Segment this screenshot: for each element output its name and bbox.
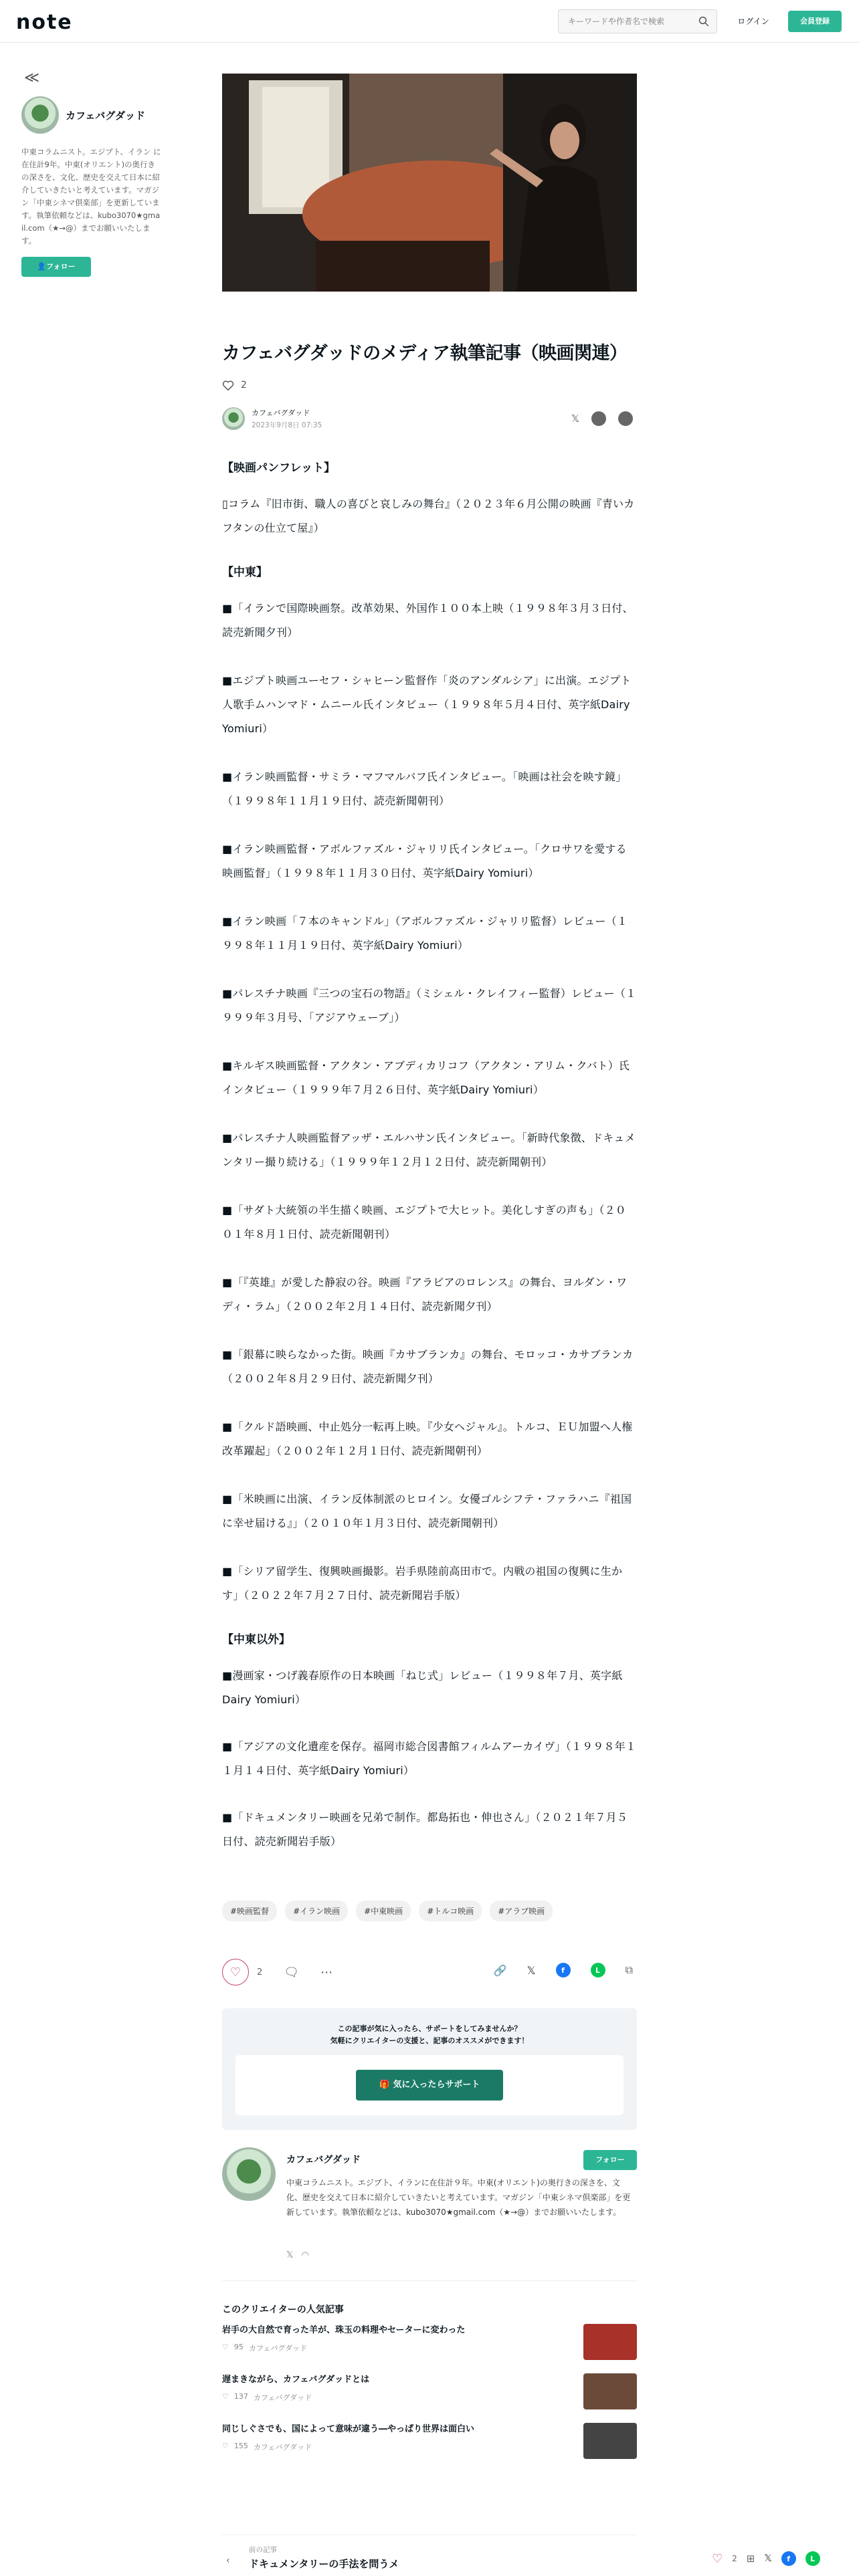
magazine-icon[interactable]: ⊞ bbox=[746, 2553, 755, 2565]
link-icon[interactable]: 🔗 bbox=[493, 1963, 507, 1977]
article-body bbox=[222, 459, 637, 1854]
action-bar bbox=[222, 1956, 637, 1988]
article-paragraph: ■「クルド語映画、中止処分一転再上映。『少女ヘジャル』。トルコ、ＥＵ加盟へ人権改革躍起」（２００２年１２月１日付、読売新聞朝刊） bbox=[222, 1420, 633, 1457]
article-paragraph: ■パレスチナ映画『三つの宝石の物語』（ミシェル・クレイフィー監督）レビュー（１９９９年３月号、「アジアウェーブ」） bbox=[222, 987, 637, 1024]
article-main bbox=[222, 74, 637, 2464]
embed-icon[interactable]: ⧉ bbox=[625, 1963, 633, 1976]
hashtag[interactable]: #映画監督 bbox=[222, 1901, 277, 1921]
article-paragraph: ■「銀幕に映らなかった街。映画『カサブランカ』の舞台、モロッコ・カサブランカ（２００２年８月２９日付、読売新聞夕刊） bbox=[222, 1348, 634, 1385]
popular-thumbnail[interactable] bbox=[583, 2373, 637, 2409]
article-paragraph: ■漫画家・つげ義春原作の日本映画「ねじ式」レビュー（１９９８年７月、英字紙Dairy Yomiuri） bbox=[222, 1669, 623, 1706]
popular-like-count: 137 bbox=[233, 2392, 248, 2401]
sidebar bbox=[21, 70, 162, 277]
support-button[interactable] bbox=[356, 2070, 503, 2101]
creator-bio: 中東コラムニスト。エジプト、イランに在住計９年。中東(オリエント)の奥行きの深さを、文化、歴史を交えて日本に紹介していきたいと考えています。マガジン「中東シネマ倶楽部」を更新しています。執筆依頼などは、kubo3070★gmail.com（★→@）までお願いいたします。 bbox=[286, 2178, 631, 2217]
line-share-icon[interactable]: … bbox=[618, 411, 633, 426]
line-share-icon[interactable]: L bbox=[805, 2551, 820, 2566]
popular-article-title[interactable]: 遅まきながら、カフェバグダッドとは bbox=[222, 2375, 370, 2385]
heart-icon: ♡ bbox=[222, 2442, 229, 2450]
article-paragraph: ■「サダト大統領の半生描く映画、エジプトで大ヒット。美化しすぎの声も」（２００１年８月１日付、読売新聞朝刊） bbox=[222, 1204, 626, 1241]
sidebar-follow-button[interactable] bbox=[21, 257, 91, 277]
share-actions bbox=[494, 1963, 633, 1977]
avatar[interactable] bbox=[222, 407, 245, 430]
prev-article-link[interactable] bbox=[222, 2535, 637, 2576]
line-share-icon[interactable]: L bbox=[591, 1963, 605, 1977]
like-summary[interactable] bbox=[222, 380, 637, 391]
heart-icon[interactable] bbox=[222, 380, 234, 391]
article-paragraph: ■エジプト映画ユーセフ・シャヒーン監督作「炎のアンダルシア」に出演。エジプト人歌手ムハンマド・ムニール氏インタビュー（１９９８年５月４日付、英字紙Dairy Yomiuri） bbox=[222, 674, 632, 735]
login-button[interactable]: ログイン bbox=[737, 17, 769, 26]
article-paragraph: ■「『英雄』が愛した静寂の谷。映画『アラビアのロレンス』の舞台、ヨルダン・ワディ・ラム」（２００２年２月１４日付、読売新聞夕刊） bbox=[222, 1276, 628, 1313]
support-button-label: 気に入ったらサポート bbox=[393, 2080, 480, 2090]
heart-icon: ♡ bbox=[222, 2392, 229, 2401]
popular-like-count: 95 bbox=[233, 2343, 244, 2351]
comment-icon[interactable]: 🗨 bbox=[284, 1965, 300, 1979]
like-button[interactable] bbox=[222, 1959, 249, 1985]
popular-article-title[interactable]: 同じしぐさでも、国によって意味が違う―やっぱり世界は面白い bbox=[222, 2424, 475, 2434]
popular-heading: このクリエイターの人気記事 bbox=[222, 2304, 344, 2315]
avatar[interactable] bbox=[21, 96, 59, 134]
popular-article-item[interactable] bbox=[222, 2324, 637, 2365]
support-line-1: この記事が気に入ったら、サポートをしてみませんか？ bbox=[337, 2024, 522, 2033]
creator-profile bbox=[222, 2147, 637, 2281]
publish-date: 2023年9月8日 07:35 bbox=[252, 421, 322, 429]
popular-article-item[interactable] bbox=[222, 2373, 637, 2415]
article-paragraph: ■イラン映画監督・アボルファズル・ジャリリ氏インタビュー。「クロサワを愛する映画監督」（１９９８年１１月３０日付、英字紙Dairy Yomiuri） bbox=[222, 843, 627, 879]
creator-follow-button[interactable]: フォロー bbox=[583, 2150, 637, 2170]
hashtag-list bbox=[222, 1901, 637, 1921]
signup-button[interactable]: 会員登録 bbox=[788, 11, 842, 32]
article-paragraph: ■「ドキュメンタリー映画を兄弟で制作。都島拓也・伸也さん」（２０２１年７月５日付、読売新聞岩手版） bbox=[222, 1811, 628, 1848]
support-line-2: 気軽にクリエイターの支援と、記事のオススメができます！ bbox=[330, 2036, 529, 2045]
floating-share-bar bbox=[712, 2545, 859, 2572]
article-title: カフェバグダッドのメディア執筆記事（映画関連） bbox=[222, 343, 628, 364]
section-heading: 【中東以外】 bbox=[222, 1633, 290, 1646]
article-paragraph: ■「アジアの文化遺産を保存。福岡市総合図書館フィルムアーカイヴ」（１９９８年１１月１４日付、英字紙Dairy Yomiuri） bbox=[222, 1740, 637, 1777]
heart-icon: ♡ bbox=[222, 2343, 229, 2351]
user-plus-icon: 👤 bbox=[37, 262, 47, 271]
heart-icon[interactable]: ♡ bbox=[712, 2551, 723, 2566]
note-logo[interactable]: note bbox=[16, 11, 73, 34]
more-icon[interactable]: ⋯ bbox=[320, 1965, 333, 1979]
collapse-icon[interactable]: ≪ bbox=[24, 70, 40, 86]
popular-articles bbox=[222, 2302, 637, 2464]
hashtag[interactable]: #アラブ映画 bbox=[490, 1901, 553, 1921]
sidebar-author-name[interactable]: カフェバグダッド bbox=[66, 109, 145, 122]
popular-article-item[interactable] bbox=[222, 2423, 637, 2464]
like-count: 2 bbox=[241, 380, 247, 391]
hero-photo bbox=[222, 74, 637, 292]
search-input[interactable] bbox=[559, 10, 686, 33]
popular-author: カフェバグダッド bbox=[248, 2344, 308, 2353]
article-paragraph: ■パレスチナ人映画監督アッザ・エルハサン氏インタビュー。「新時代象徴、ドキュメンタリー撮り続ける」（１９９９年１２月１２日付、読売新聞朝刊） bbox=[222, 1132, 636, 1168]
hashtag[interactable]: #中東映画 bbox=[356, 1901, 411, 1921]
follow-label: フォロー bbox=[46, 262, 76, 271]
article-paragraph: ■イラン映画「７本のキャンドル」（アボルファズル・ジャリリ監督）レビュー（１９９８年１１月１９日付、英字紙Dairy Yomiuri） bbox=[222, 915, 628, 952]
article-paragraph: ▯コラム『旧市街、職人の喜びと哀しみの舞台』（２０２３年６月公開の映画『青いカフタンの仕立て屋』） bbox=[222, 498, 635, 534]
chevron-left-icon: ‹ bbox=[226, 2555, 230, 2566]
hero-image bbox=[222, 74, 637, 292]
article-paragraph: ■キルギス映画監督・アクタン・アブディカリコフ（アクタン・アリム・クバト）氏インタビュー（１９９９年７月２６日付、英字紙Dairy Yomiuri） bbox=[222, 1059, 630, 1096]
search-box[interactable] bbox=[558, 9, 717, 33]
prev-title: ドキュメンタリーの手法を問うメ bbox=[249, 2558, 399, 2570]
facebook-share-icon[interactable]: f bbox=[556, 1963, 571, 1977]
section-heading: 【中東】 bbox=[222, 566, 268, 579]
popular-like-count: 155 bbox=[233, 2442, 248, 2450]
section-heading: 【映画パンフレット】 bbox=[222, 461, 336, 475]
article-paragraph: ■「イランで国際映画祭。改革効果、外国作１００本上映（１９９８年３月３日付、読売新聞夕刊） bbox=[222, 602, 634, 639]
prev-label: 前の記事 bbox=[249, 2546, 277, 2554]
support-box bbox=[222, 2008, 637, 2130]
avatar[interactable] bbox=[222, 2147, 276, 2201]
creator-sns bbox=[286, 2250, 309, 2260]
popular-author: カフェバグダッド bbox=[253, 2393, 312, 2402]
hashtag[interactable]: #イラン映画 bbox=[285, 1901, 348, 1921]
sidebar-bio: 中東コラムニスト。エジプト、イラン に在住計9年。中東(オリエント)の奥行きの深さを、文化、歴史を交えて日本に紹介していきたいと考えています。マガジン「中東シネマ倶楽部」を更新しています。執筆依頼などは、kubo3070★gmail.com（★→@）までお願いいたします。 bbox=[21, 147, 161, 245]
author-name[interactable]: カフェバグダッド bbox=[252, 409, 310, 417]
site-header bbox=[0, 0, 859, 43]
article-paragraph: ■「米映画に出演、イラン反体制派のヒロイン。女優ゴルシフテ・ファラハニ『祖国に幸せ届ける』」（２０１０年１月３日付、読売新聞朝刊） bbox=[222, 1493, 632, 1529]
x-icon[interactable]: 𝕏 bbox=[286, 2250, 294, 2260]
share-icons bbox=[571, 411, 633, 426]
facebook-share-icon[interactable]: f bbox=[781, 2551, 796, 2566]
support-inner bbox=[235, 2055, 624, 2115]
heart-icon: ♡ bbox=[229, 1965, 242, 1979]
search-icon[interactable] bbox=[698, 15, 710, 27]
x-share-icon[interactable]: 𝕏 bbox=[527, 1963, 536, 1977]
article-paragraph: ■「シリア留学生、復興映画撮影。岩手県陸前高田市で。内戦の祖国の復興に生かす」（２０２２年７月２７日付、読売新聞岩手版） bbox=[222, 1565, 623, 1602]
facebook-share-icon[interactable]: f bbox=[591, 411, 606, 426]
x-share-icon[interactable]: 𝕏 bbox=[571, 413, 579, 425]
popular-thumbnail[interactable] bbox=[583, 2324, 637, 2360]
gift-icon: 🎁 bbox=[379, 2080, 393, 2090]
article-paragraph: ■イラン映画監督・サミラ・マフマルバフ氏インタビュー。「映画は社会を映す鏡」（１９９８年１１月１９日付、読売新聞朝刊） bbox=[222, 770, 627, 807]
popular-author: カフェバグダッド bbox=[253, 2443, 312, 2452]
hashtag[interactable]: #トルコ映画 bbox=[419, 1901, 482, 1921]
x-share-icon[interactable]: 𝕏 bbox=[764, 2553, 772, 2564]
creator-name[interactable]: カフェバグダッド bbox=[286, 2155, 361, 2165]
sidebar-user[interactable] bbox=[21, 96, 162, 134]
popular-thumbnail[interactable] bbox=[583, 2423, 637, 2459]
rss-icon[interactable]: ◠ bbox=[301, 2250, 309, 2260]
float-like-count: 2 bbox=[732, 2554, 737, 2563]
popular-article-title[interactable]: 岩手の大自然で育った羊が、珠玉の料理やセーターに変わった bbox=[222, 2325, 466, 2335]
author-row bbox=[222, 405, 637, 432]
like-count: 2 bbox=[257, 1967, 263, 1977]
